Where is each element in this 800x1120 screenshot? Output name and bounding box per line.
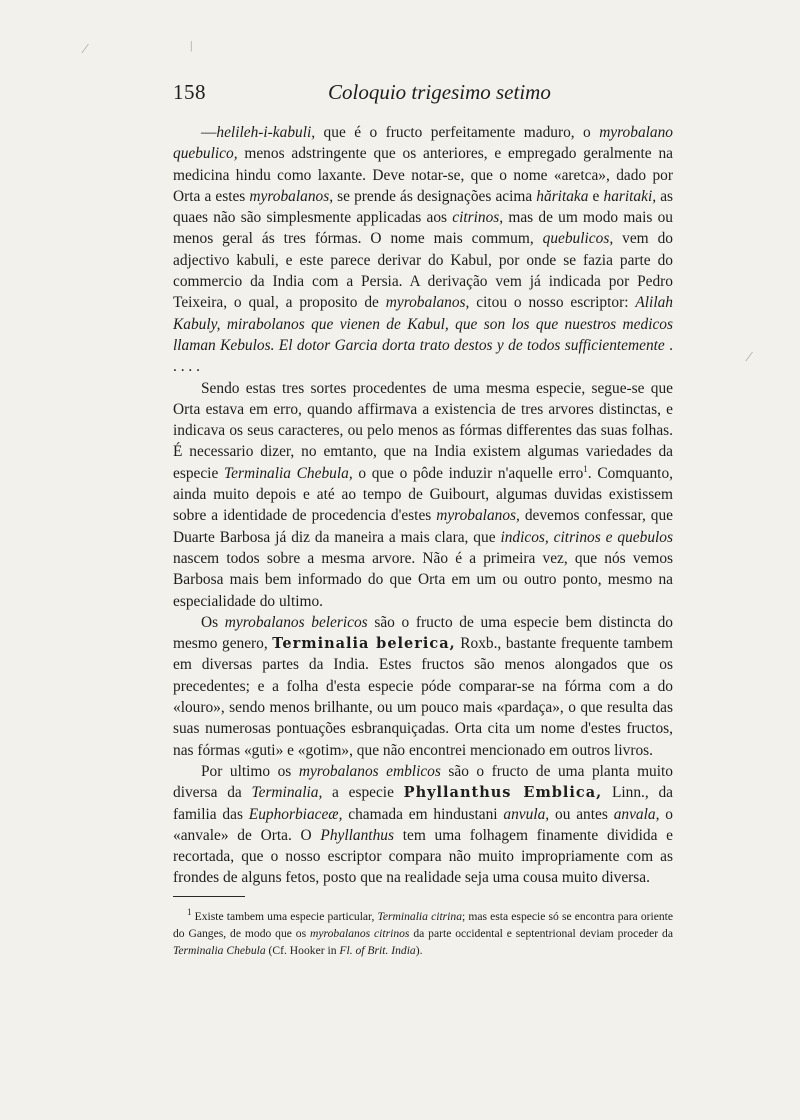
paragraph-2: Sendo estas tres sortes procedentes de uma mesma especie, segue-se que Orta estava em erro, quando affirmava a existencia de tres arvores distinctas, e indicava os seus caracteres, ou pelo menos as fórmas differentes das suas folhas. É necessario dizer, no emtanto, que na India existem algumas variedades da especie Terminalia Chebula, o que o pôde induzir n'aquelle erro$^1$. Comquanto, ainda muito depois e até ao tempo de Guibourt, algumas duvidas existissem sobre a identidade de procedencia d'estes myrobalanos, devemos confessar, que Duarte Barbosa já diz da maneira a mais clara, que indicos, citrinos e quebulos nascem todos sobre a mesma arvore. Não é a primeira vez, que nós vemos Barbosa mais bem informado do que Orta em um ou outro ponto, mesmo na especialidade do ultimo. [173,379,673,610]
paragraph-4: Por ultimo os myrobalanos emblicos são o fructo de uma planta muito diversa da Terminalia, a especie Phyllanthus Emblica, Linn., da familia das Euphorbiaceæ, chamada em hindustani anvula, ou antes anvala, o «anvale» de Orta. O Phyllanthus tem uma folhagem finamente dividida e recortada, que o nosso escriptor compara não muito impropriamente com as frondes de alguns fetos, posto que na realidade seja uma cousa muito diversa. [173,762,673,887]
paragraph-3: Os myrobalanos belericos são o fructo de uma especie bem distincta do mesmo genero, Terminalia belerica, Roxb., bastante frequente tambem em diversas partes da India. Estes fructos são menos alongados que os precedentes; e a folha d'esta especie póde comparar-se na fórma com a do «louro», sendo menos brilhante, ou um pouco mais «pardaça», o que resulta das suas numerosas pontuações esbranquiçadas. Orta cita um nome d'estes fructos, nas fórmas «guti» e «gotim», que não encontrei mencionado em outros livros. [173,613,673,759]
page-header [173,80,673,108]
body-text [173,122,673,889]
margin-mark: ⁄ [748,350,751,365]
margin-mark: | [190,38,193,52]
running-title: Coloquio trigesimo setimo [328,80,551,104]
page-number: 158 [173,80,206,104]
footnote [173,908,673,959]
paragraph-1: —helileh-i-kabuli, que é o fructo perfeitamente maduro, o myrobalano quebulico, menos adstringente que os anteriores, e empregado geralmente na medicina hindu como laxante. Deve notar-se, que o nome «aretca», dado por Orta a estes myrobalanos, se prende ás designações acima hăritaka e haritaki, as quaes não são simplesmente applicadas aos citrinos, mas de um modo mais ou menos geral ás tres fórmas. O nome mais commum, quebulicos, vem do adjectivo kabuli, e este parece derivar do Kabul, por onde se fazia parte do commercio da India com a Persia. A derivação vem já indicada por Pedro Teixeira, o qual, a proposito de myrobalanos, citou o nosso escriptor: Alilah Kabuly, mirabolanos que vienen de Kabul, que son los que nuestros medicos llaman Kebulos. El dotor Garcia dorta trato destos y de todos sufficientemente . . . . . [173,124,674,376]
footnote-divider [173,896,245,897]
margin-mark: ⁄ [84,42,87,57]
footnote-text: $^1$ Existe tambem uma especie particular, Terminalia citrina; mas esta especie só se encontra para oriente do Ganges, de modo que os myrobalanos citrinos da parte occidental e septentrional deviam proceder da Terminalia Chebula (Cf. Hooker in Fl. of Brit. India). [173,907,674,957]
